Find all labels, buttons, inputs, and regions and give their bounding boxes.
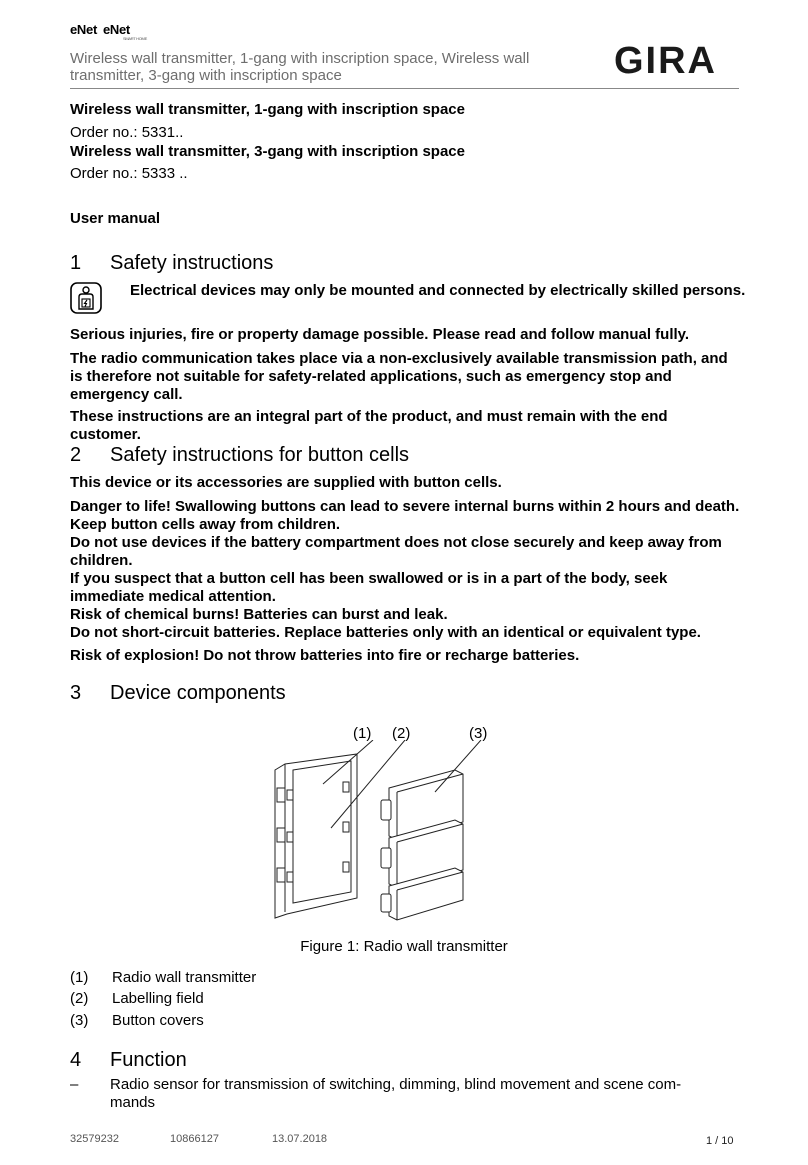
order-number-1: Order no.: 5331.. — [70, 124, 184, 141]
cells-explosion-text: Risk of explosion! Do not throw batteries into fire or recharge batteries. — [70, 647, 580, 664]
section-3-heading — [70, 682, 286, 704]
legend-text: Labelling field — [112, 990, 204, 1007]
safety-paragraph-3: These instructions are an integral part of the product, and must remain with the end customer. — [70, 408, 668, 443]
cells-danger-line-3: Do not use devices if the battery compartment does not close securely and keep away from children. — [70, 534, 722, 569]
section-title: Safety instructions for button cells — [110, 444, 410, 466]
legend-text: Radio wall transmitter — [112, 969, 257, 986]
cells-danger-line-1: Danger to life! Swallowing buttons can lead to severe internal burns within 2 hours and death. — [70, 498, 740, 515]
header-divider — [70, 88, 739, 89]
electrician-warning-icon — [70, 282, 102, 314]
product-2-title: Wireless wall transmitter, 3-gang with inscription space — [70, 143, 465, 160]
footer-date: 13.07.2018 — [272, 1133, 328, 1145]
safety-paragraph-1: Serious injuries, fire or property damage possible. Please read and follow manual fully. — [70, 326, 690, 343]
legend-number: (2) — [70, 990, 89, 1007]
section-title: Safety instructions — [110, 252, 274, 274]
section-number: 3 — [70, 682, 82, 704]
legend-item — [70, 969, 256, 987]
legend-item — [70, 990, 204, 1008]
electrician-warning-text: Electrical devices may only be mounted and connected by electrically skilled persons. — [130, 282, 746, 299]
figure-label-2: (2) — [392, 725, 411, 742]
device-components-illustration — [265, 740, 505, 930]
section-2-heading — [70, 444, 409, 466]
enet-logo-subtext: SMART HOME — [122, 36, 147, 41]
section-number: 2 — [70, 444, 82, 466]
cells-danger-line-4: If you suspect that a button cell has been swallowed or is in a part of the body, seek immediate medical attention. — [70, 570, 668, 605]
legend-number: (1) — [70, 969, 89, 986]
cells-danger-text — [70, 498, 740, 606]
cells-danger-line-2: Keep button cells away from children. — [70, 516, 341, 533]
legend-text: Button covers — [112, 1012, 204, 1029]
section-4-heading — [70, 1049, 187, 1071]
footer-code-2: 10866127 — [170, 1133, 219, 1145]
function-item-text: Radio sensor for transmission of switching, dimming, blind movement and scene com-mands — [110, 1076, 682, 1111]
figure-caption: Figure 1: Radio wall transmitter — [300, 938, 508, 955]
enet-logos — [70, 22, 147, 41]
enet-logo: eNet — [70, 22, 97, 37]
document-type: User manual — [70, 210, 161, 227]
list-dash: – — [70, 1076, 79, 1093]
page-number: 1 / 10 — [706, 1135, 734, 1147]
cells-chemical-text — [70, 606, 740, 642]
figure-label-3: (3) — [469, 725, 488, 742]
legend-item — [70, 1012, 204, 1030]
gira-logo: GIRA — [614, 40, 717, 82]
cells-chemical-line-1: Risk of chemical burns! Batteries can burst and leak. — [70, 606, 448, 623]
cells-paragraph-1: This device or its accessories are supplied with button cells. — [70, 474, 502, 491]
section-1-heading — [70, 252, 273, 274]
safety-paragraph-2: The radio communication takes place via a non-exclusively available transmission path, and is therefore not suitable for safety-related applications, such as emergency stop and emergency call. — [70, 350, 728, 403]
section-title: Device components — [110, 682, 286, 704]
section-title: Function — [110, 1049, 187, 1071]
figure-label-1: (1) — [353, 725, 372, 742]
section-number: 1 — [70, 252, 82, 274]
header-title: Wireless wall transmitter, 1-gang with inscription space, Wireless wall transmitter, 3-gang with inscription space — [70, 50, 530, 84]
product-1-title: Wireless wall transmitter, 1-gang with inscription space — [70, 101, 465, 118]
function-list-item — [70, 1076, 740, 1112]
enet-smart-home-logo — [102, 22, 147, 41]
cells-chemical-line-2: Do not short-circuit batteries. Replace batteries only with an identical or equivalent type. — [70, 624, 701, 641]
footer-code-1: 32579232 — [70, 1133, 119, 1145]
enet-logo-text: eNet — [102, 22, 130, 37]
section-number: 4 — [70, 1049, 82, 1071]
order-number-2: Order no.: 5333 .. — [70, 165, 188, 182]
legend-number: (3) — [70, 1012, 89, 1029]
